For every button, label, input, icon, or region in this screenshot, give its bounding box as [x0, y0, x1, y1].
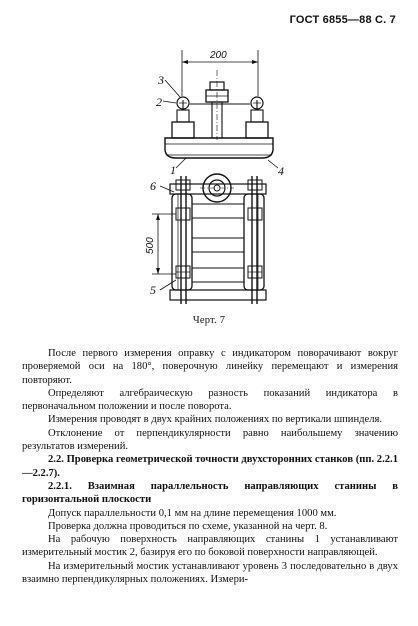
front-view: [170, 174, 266, 304]
label-6: 6: [150, 179, 156, 193]
paragraph: Допуск параллельности 0,1 мм на длине перемещения 1000 мм.: [48, 507, 337, 519]
figure-caption: Черт. 7: [192, 315, 226, 326]
label-4: 4: [278, 164, 284, 178]
section-heading: 2.2. Проверка геометрической точности двухсторонних станков (пп. 2.2.1—2.2.7).: [22, 454, 398, 479]
paragraph: На измерительный мостик устанавливают уровень 3 последовательно в двух взаимно перпендикулярных положениях. Измери-: [22, 560, 398, 586]
paragraph: Проверка должна проводиться по схеме, указанной на черт. 8.: [48, 520, 328, 532]
label-3: 3: [158, 73, 164, 87]
label-2: 2: [156, 95, 162, 109]
paragraph: Измерения проводят в двух крайних положениях по вертикали шпинделя.: [48, 414, 383, 426]
paragraph: Отклонение от перпендикулярности равно наибольшему значению результатов измерений.: [22, 427, 398, 453]
paragraph: После первого измерения оправку с индикатором поворачивают вокруг проверяемой оси на 180°, поверочную линейку перемещают и измерения повторяют.: [22, 348, 398, 386]
dimension-side-label: 500: [145, 237, 156, 254]
subsection-heading: 2.2.1. Взаимная параллельность направляющих станины в горизонтальной плоскости: [22, 480, 398, 506]
right-support: [246, 97, 268, 138]
label-5: 5: [150, 283, 156, 297]
paragraph: На рабочую поверхность направляющих станины 1 устанавливают измерительный мостик 2, базируя его по боковой поверхности направляющей.: [22, 534, 398, 559]
dimension-200: [182, 50, 258, 96]
paragraph: Определяют алгебраическую разность показаний индикатора в первоначальном положении и после поворота.: [22, 387, 398, 413]
body-text: [22, 347, 398, 586]
page-header: ГОСТ 6855—88 С. 7: [289, 14, 396, 26]
mandrel: [190, 70, 250, 140]
label-1: 1: [170, 163, 176, 177]
dimension-top-label: 200: [210, 50, 227, 61]
straightedge-base: [165, 138, 273, 158]
